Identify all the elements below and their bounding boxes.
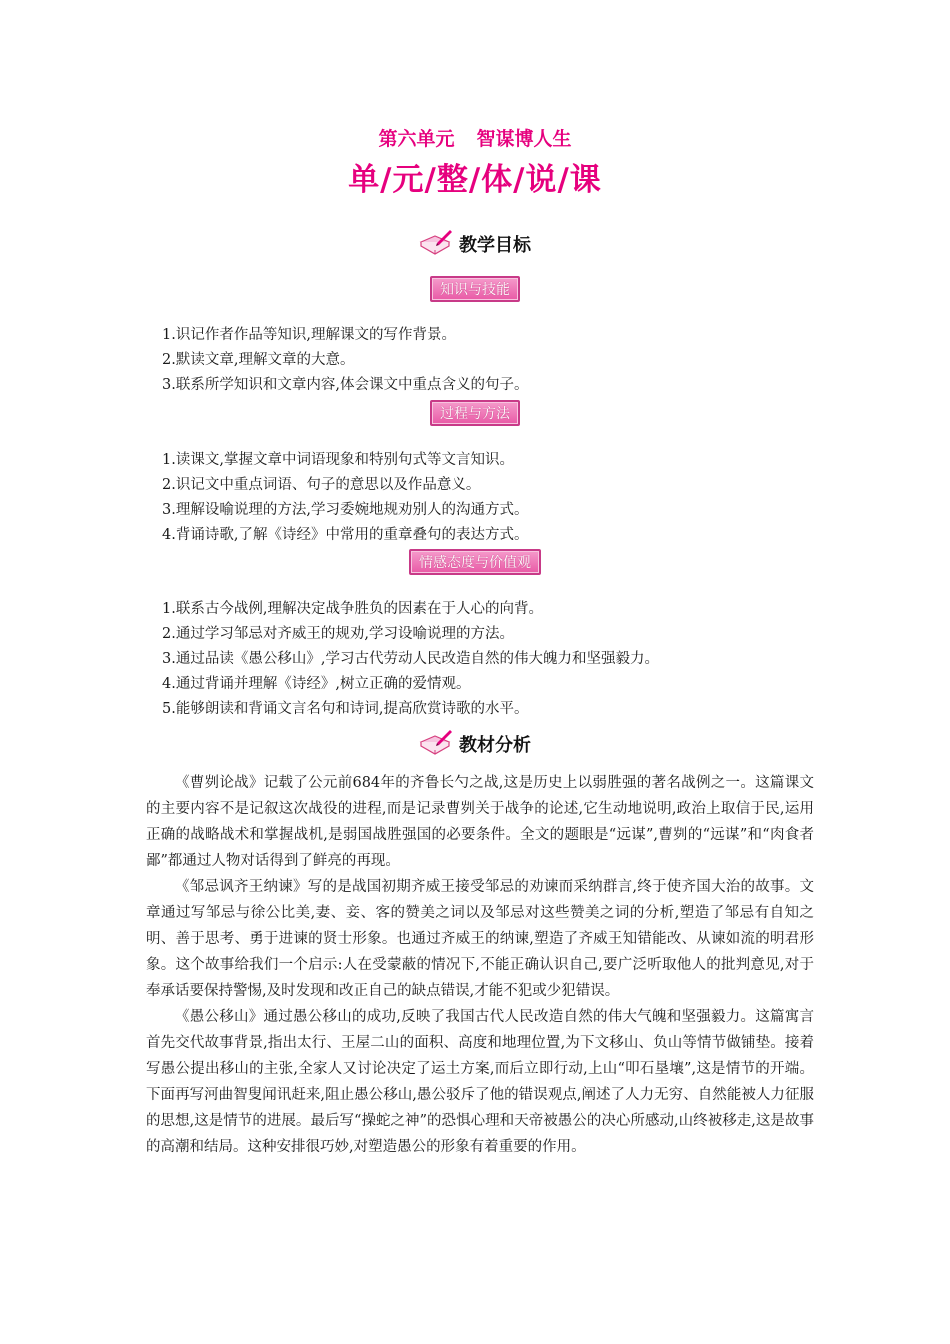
list-item: 2.识记文中重点词语、句子的意思以及作品意义。 bbox=[162, 477, 481, 493]
list-item: 3.联系所学知识和文章内容,体会课文中重点含义的句子。 bbox=[162, 377, 529, 393]
list-values bbox=[162, 597, 802, 722]
paragraph: 《曹刿论战》记载了公元前684年的齐鲁长勺之战,这是历史上以弱胜强的著名战例之一。这篇课文的主要内容不是记叙这次战役的进程,而是记录曹刿关于战争的论述,它生动地说明,政治上取信于民,运用正确的战略战术和掌握战机,是弱国战胜强国的必要条件。全文的题眼是“远谋”,曹刿的“远谋”和“肉食者鄙”都通过人物对话得到了鲜亮的再现。 bbox=[146, 775, 814, 869]
unit-title bbox=[0, 124, 950, 151]
list-item: 5.能够朗读和背诵文言名句和诗词,提高欣赏诗歌的水平。 bbox=[162, 701, 529, 717]
list-knowledge bbox=[162, 323, 802, 398]
page-title: 单/元/整/体/说/课 bbox=[348, 162, 602, 198]
list-item: 3.理解设喻说理的方法,学习委婉地规劝别人的沟通方式。 bbox=[162, 502, 529, 518]
section-title: 教学目标 bbox=[459, 235, 531, 256]
unit-theme: 智谋博人生 bbox=[476, 128, 572, 150]
list-item: 2.通过学习邹忌对齐威王的规劝,学习设喻说理的方法。 bbox=[162, 626, 514, 642]
list-item: 1.识记作者作品等知识,理解课文的写作背景。 bbox=[162, 327, 456, 343]
unit-number: 第六单元 bbox=[378, 128, 455, 150]
paragraph: 《邹忌讽齐王纳谏》写的是战国初期齐威王接受邹忌的劝谏而采纳群言,终于使齐国大治的故事。文章通过写邹忌与徐公比美,妻、妾、客的赞美之词以及邹忌对这些赞美之词的分析,塑造了邹忌有自知之明、善于思考、勇于进谏的贤士形象。也通过齐威王的纳谏,塑造了齐威王知错能改、从谏如流的明君形象。这个故事给我们一个启示:人在受蒙蔽的情况下,不能正确认识自己,要广泛听取他人的批判意见,对于奉承话要保持警惕,及时发现和改正自己的缺点错误,才能不犯或少犯错误。 bbox=[146, 879, 814, 999]
paragraph: 《愚公移山》通过愚公移山的成功,反映了我国古代人民改造自然的伟大气魄和坚强毅力。这篇寓言首先交代故事背景,指出太行、王屋二山的面积、高度和地理位置,为下文移山、负山等情节做铺垫。接着写愚公提出移山的主张,全家人又讨论决定了运土方案,而后立即行动,上山“叩石垦壤”,这是情节的开端。下面再写河曲智叟闻讯赶来,阻止愚公移山,愚公驳斥了他的错误观点,阐述了人力无穷、自然能被人力征服的思想,这是情节的进展。最后写“操蛇之神”的恐惧心理和天帝被愚公的决心所感动,山终被移走,这是故事的高潮和结局。这种安排很巧妙,对塑造愚公的形象有着重要的作用。 bbox=[146, 1009, 814, 1155]
tag-values: 情感态度与价值观 bbox=[0, 549, 950, 575]
list-item: 1.联系古今战例,理解决定战争胜负的因素在于人心的向背。 bbox=[162, 601, 543, 617]
list-item: 4.通过背诵并理解《诗经》,树立正确的爱情观。 bbox=[162, 676, 471, 692]
list-item: 4.背诵诗歌,了解《诗经》中常用的重章叠句的表达方式。 bbox=[162, 527, 529, 543]
list-process bbox=[162, 448, 802, 548]
tag-process: 过程与方法 bbox=[0, 400, 950, 426]
section-heading-analysis bbox=[0, 728, 950, 760]
list-item: 3.通过品读《愚公移山》,学习古代劳动人民改造自然的伟大魄力和坚强毅力。 bbox=[162, 651, 659, 667]
analysis-body bbox=[146, 770, 814, 1160]
section-title: 教材分析 bbox=[459, 735, 531, 756]
section-heading-goals bbox=[0, 228, 950, 260]
tag-knowledge: 知识与技能 bbox=[0, 276, 950, 302]
list-item: 2.默读文章,理解文章的大意。 bbox=[162, 352, 355, 368]
book-pen-icon bbox=[419, 728, 453, 760]
book-pen-icon bbox=[419, 228, 453, 260]
list-item: 1.读课文,掌握文章中词语现象和特别句式等文言知识。 bbox=[162, 452, 514, 468]
